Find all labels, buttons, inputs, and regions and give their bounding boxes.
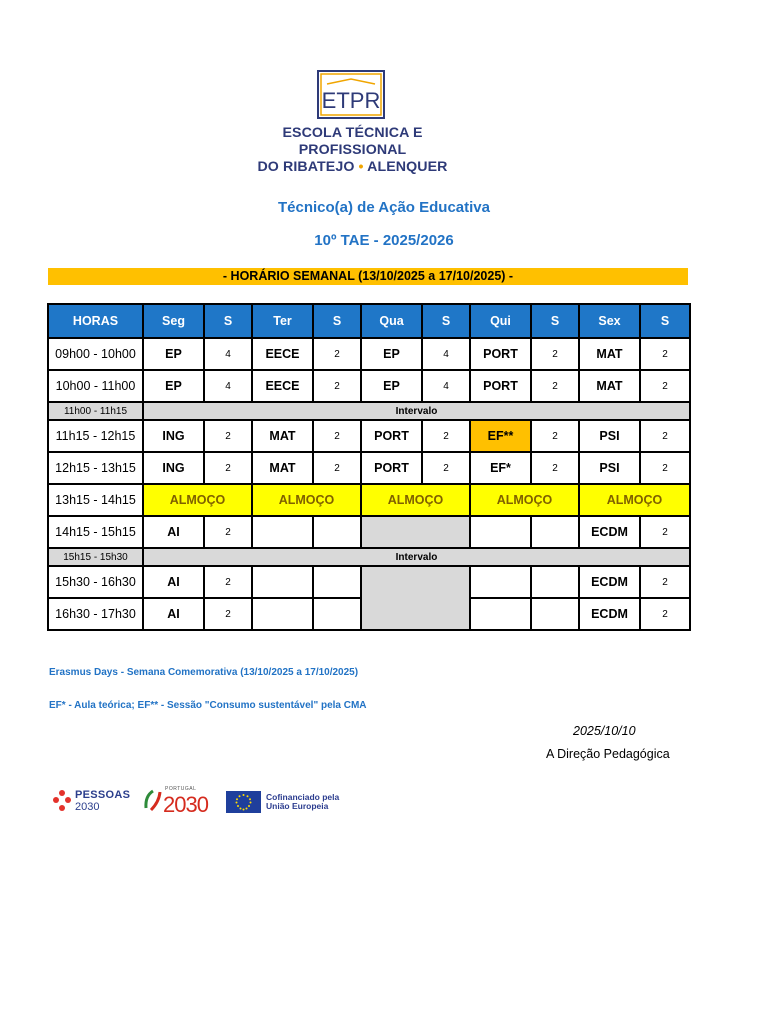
- sessions-cell: 2: [531, 338, 579, 370]
- sessions-cell: 2: [204, 598, 252, 630]
- eu-cofunded-text: [266, 793, 339, 811]
- sessions-cell: 4: [204, 370, 252, 402]
- empty-block: [361, 516, 470, 548]
- sessions-cell: 2: [422, 420, 470, 452]
- subject-cell: EECE: [252, 338, 313, 370]
- subject-cell: EF*: [470, 452, 531, 484]
- column-header: S: [531, 304, 579, 338]
- column-header: HORAS: [48, 304, 143, 338]
- sessions-cell: 2: [640, 370, 690, 402]
- erasmus-note: Erasmus Days - Semana Comemorativa (13/10/2025 a 17/10/2025): [49, 667, 359, 678]
- table-row: [48, 566, 690, 598]
- table-header-row: [48, 304, 690, 338]
- class-year-title: 10º TAE - 2025/2026: [314, 232, 454, 249]
- sessions-cell: 2: [313, 338, 361, 370]
- table-row: [48, 420, 690, 452]
- subject-cell: MAT: [579, 370, 640, 402]
- portugal-small-label: PORTUGAL: [165, 786, 197, 792]
- school-name-line2: DO RIBATEJO • ALENQUER: [257, 159, 448, 175]
- break-label: Intervalo: [143, 402, 690, 420]
- column-header: S: [640, 304, 690, 338]
- eu-text-line2: União Europeia: [266, 801, 329, 811]
- sessions-cell: 2: [313, 370, 361, 402]
- column-header: Seg: [143, 304, 204, 338]
- week-banner: - HORÁRIO SEMANAL (13/10/2025 a 17/10/2025) -: [48, 268, 688, 285]
- subject-cell: AI: [143, 516, 204, 548]
- time-slot: 13h15 - 14h15: [48, 484, 143, 516]
- time-slot: 11h00 - 11h15: [48, 402, 143, 420]
- column-header: S: [422, 304, 470, 338]
- time-slot: 16h30 - 17h30: [48, 598, 143, 630]
- subject-cell: PSI: [579, 452, 640, 484]
- empty-block: [361, 566, 470, 630]
- eu-text-line1: Cofinanciado pela: [266, 792, 340, 802]
- column-header: Ter: [252, 304, 313, 338]
- course-title: Técnico(a) de Ação Educativa: [277, 199, 490, 216]
- table-row: [48, 516, 690, 548]
- table-row: [48, 484, 690, 516]
- signature: A Direção Pedagógica: [546, 747, 670, 761]
- sessions-cell: 4: [422, 338, 470, 370]
- column-header: Qui: [470, 304, 531, 338]
- time-slot: 14h15 - 15h15: [48, 516, 143, 548]
- lunch-cell: ALMOÇO: [252, 484, 361, 516]
- subject-cell: EP: [143, 338, 204, 370]
- subject-cell: PORT: [361, 420, 422, 452]
- lunch-cell: ALMOÇO: [143, 484, 252, 516]
- table-row: [48, 338, 690, 370]
- table-row: [48, 452, 690, 484]
- sessions-cell: [313, 516, 361, 548]
- logo-acronym: ETPR: [321, 88, 381, 113]
- sessions-cell: 2: [640, 516, 690, 548]
- sessions-cell: 2: [640, 420, 690, 452]
- subject-cell: [470, 566, 531, 598]
- time-slot: 15h15 - 15h30: [48, 548, 143, 566]
- subject-cell: ING: [143, 420, 204, 452]
- time-slot: 11h15 - 12h15: [48, 420, 143, 452]
- subject-cell: AI: [143, 598, 204, 630]
- subject-cell: MAT: [579, 338, 640, 370]
- sessions-cell: 2: [204, 420, 252, 452]
- document-date: 2025/10/10: [573, 724, 636, 738]
- subject-cell: EECE: [252, 370, 313, 402]
- sessions-cell: 2: [531, 370, 579, 402]
- subject-cell: ECDM: [579, 598, 640, 630]
- subject-cell: EP: [361, 338, 422, 370]
- portugal-emblem-icon: [143, 788, 163, 814]
- pessoas-word: PESSOAS: [75, 789, 131, 801]
- time-slot: 09h00 - 10h00: [48, 338, 143, 370]
- sessions-cell: 2: [531, 420, 579, 452]
- column-header: Sex: [579, 304, 640, 338]
- school-name: [230, 125, 475, 176]
- sessions-cell: 2: [640, 566, 690, 598]
- sessions-cell: [531, 598, 579, 630]
- sessions-cell: 2: [640, 338, 690, 370]
- school-name-line1: ESCOLA TÉCNICA E PROFISSIONAL: [282, 125, 423, 158]
- subject-cell: MAT: [252, 420, 313, 452]
- subject-cell: ECDM: [579, 566, 640, 598]
- table-row: [48, 370, 690, 402]
- column-header: S: [313, 304, 361, 338]
- subject-cell: PORT: [470, 338, 531, 370]
- sessions-cell: [313, 598, 361, 630]
- break-label: Intervalo: [143, 548, 690, 566]
- portugal-2030-logo: [143, 786, 213, 816]
- subject-cell: ECDM: [579, 516, 640, 548]
- lunch-cell: ALMOÇO: [361, 484, 470, 516]
- schedule-table: [47, 303, 691, 631]
- subject-cell: MAT: [252, 452, 313, 484]
- eu-flag-icon: [226, 791, 261, 813]
- subject-cell: PORT: [361, 452, 422, 484]
- pessoas-year: 2030: [75, 801, 100, 813]
- table-row: [48, 402, 690, 420]
- subject-cell: PSI: [579, 420, 640, 452]
- eu-cofunded-logo: [226, 790, 341, 814]
- sessions-cell: 2: [422, 452, 470, 484]
- subject-cell: [470, 598, 531, 630]
- sessions-cell: 2: [204, 452, 252, 484]
- sessions-cell: 2: [531, 452, 579, 484]
- portugal-year: 2030: [163, 792, 208, 817]
- sessions-cell: [531, 516, 579, 548]
- table-row: [48, 548, 690, 566]
- sessions-cell: 2: [313, 452, 361, 484]
- sessions-cell: [531, 566, 579, 598]
- column-header: S: [204, 304, 252, 338]
- time-slot: 15h30 - 16h30: [48, 566, 143, 598]
- sessions-cell: 2: [204, 566, 252, 598]
- sessions-cell: 4: [422, 370, 470, 402]
- lunch-cell: ALMOÇO: [579, 484, 690, 516]
- sessions-cell: 2: [640, 598, 690, 630]
- subject-cell: [252, 598, 313, 630]
- column-header: Qua: [361, 304, 422, 338]
- subject-cell: EP: [143, 370, 204, 402]
- pessoas-2030-logo: [52, 788, 132, 814]
- time-slot: 12h15 - 13h15: [48, 452, 143, 484]
- time-slot: 10h00 - 11h00: [48, 370, 143, 402]
- subject-cell: AI: [143, 566, 204, 598]
- lunch-cell: ALMOÇO: [470, 484, 579, 516]
- subject-cell: [470, 516, 531, 548]
- subject-cell: EP: [361, 370, 422, 402]
- subject-cell: PORT: [470, 370, 531, 402]
- sessions-cell: [313, 566, 361, 598]
- sessions-cell: 2: [313, 420, 361, 452]
- subject-cell: [252, 516, 313, 548]
- sessions-cell: 2: [640, 452, 690, 484]
- legend-note: EF* - Aula teórica; EF** - Sessão "Consumo sustentável" pela CMA: [49, 700, 367, 711]
- sessions-cell: 4: [204, 338, 252, 370]
- subject-cell: [252, 566, 313, 598]
- subject-cell: ING: [143, 452, 204, 484]
- school-logo: [317, 70, 385, 119]
- sessions-cell: 2: [204, 516, 252, 548]
- pessoas-emblem-icon: [52, 789, 72, 813]
- subject-cell: EF**: [470, 420, 531, 452]
